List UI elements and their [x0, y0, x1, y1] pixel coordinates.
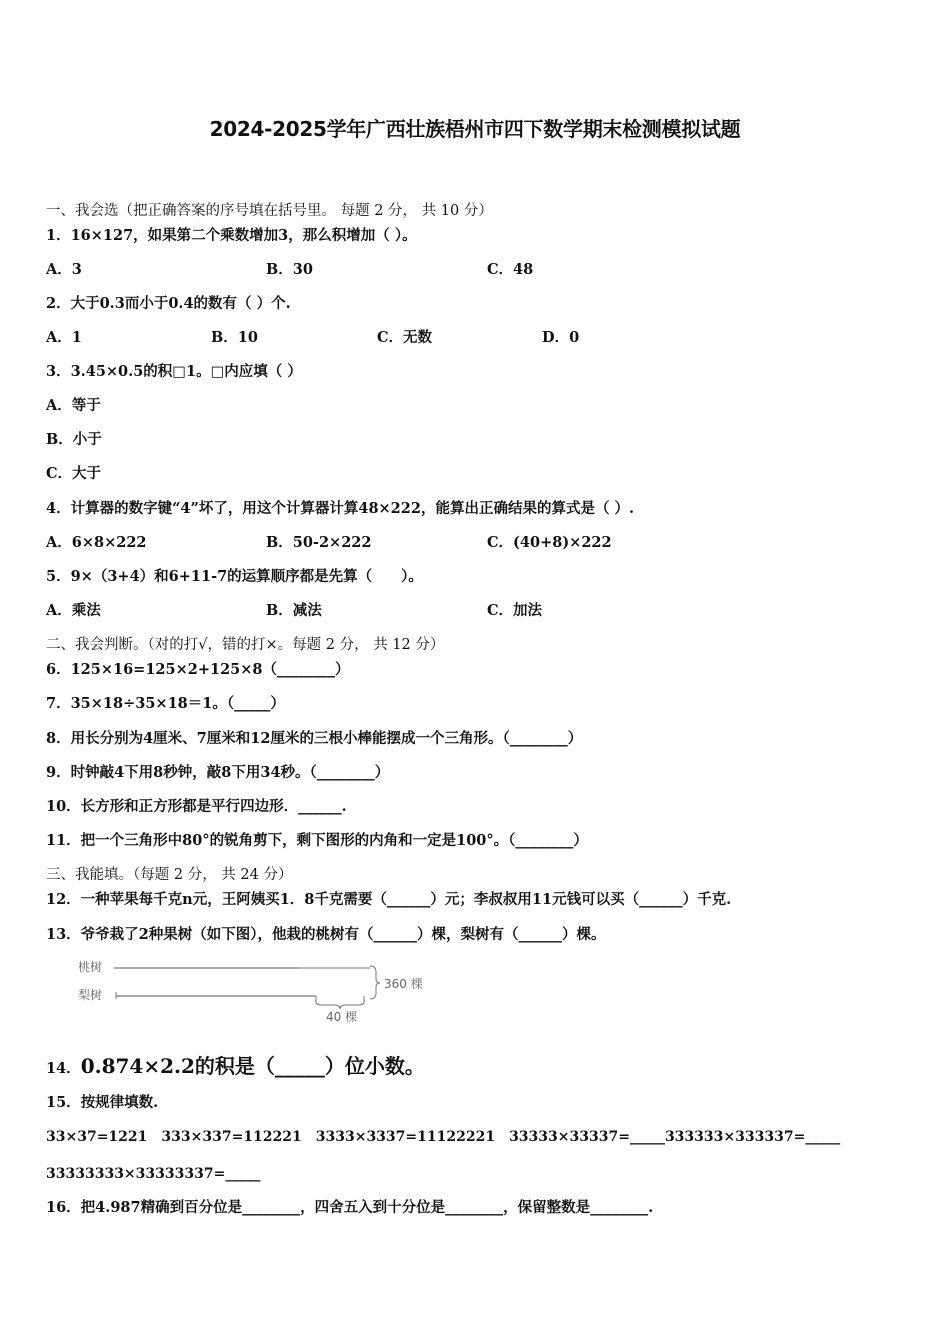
section-1-heading: 一、我会选（把正确答案的序号填在括号里。 每题 2 分， 共 10 分）: [46, 203, 493, 219]
question-8: 8．用长分别为4厘米、7厘米和12厘米的三根小棒能摆成一个三角形。（________）: [46, 730, 583, 747]
question-9: 9．时钟敲4下用8秒钟，敲8下用34秒。（________）: [46, 764, 390, 781]
q1-option-c: C．48: [487, 261, 534, 278]
q5-option-c: C．加法: [487, 602, 543, 619]
q2-option-d: D．0: [542, 329, 580, 346]
q3-option-c: C．大于: [46, 465, 102, 482]
question-4: 4．计算器的数字键“4”坏了，用这个计算器计算48×222，能算出正确结果的算式是（ ）.: [46, 500, 635, 517]
q4-option-a: A．6×8×222: [46, 534, 147, 551]
question-15-line-1: 33×37=1221 333×337=112221 3333×3337=11122221 33333×33337=_____333333×333337=_____: [46, 1129, 841, 1145]
question-6: 6．125×16=125×2+125×8（________）: [46, 661, 350, 678]
q4-option-b: B．50-2×222: [266, 534, 372, 551]
question-5: 5．9×（3+4）和6+11-7的运算顺序都是先算（ ）。: [46, 568, 423, 585]
section-2-heading: 二、我会判断。（对的打√，错的打×。每题 2 分， 共 12 分）: [46, 637, 445, 653]
diagram-label-pear: 梨树: [78, 988, 103, 1002]
total-brace: [370, 966, 380, 999]
q2-option-c: C．无数: [377, 329, 433, 346]
question-3: 3．3.45×0.5的积□1。□内应填（ ）: [46, 363, 302, 380]
diagram-label-peach: 桃树: [78, 960, 103, 974]
diagram-diff: 40 棵: [326, 1010, 358, 1024]
section-3-heading: 三、我能填。（每题 2 分， 共 24 分）: [46, 867, 293, 883]
q5-option-a: A．乘法: [46, 602, 101, 619]
q1-option-a: A．3: [46, 261, 82, 278]
diagram-total: 360 棵: [384, 977, 423, 991]
q5-option-b: B．减法: [266, 602, 322, 619]
question-15: 15．按规律填数.: [46, 1094, 159, 1111]
q2-option-a: A．1: [46, 329, 82, 346]
diff-brace: [316, 996, 364, 1009]
fruit-tree-diagram: [76, 955, 436, 1025]
question-13: 13．爷爷栽了2种果树（如下图），他栽的桃树有（______）棵，梨树有（______）棵。: [46, 926, 606, 943]
question-15-line-2: 33333333×33333337=_____: [46, 1166, 261, 1182]
q2-option-b: B．10: [211, 329, 258, 346]
question-11: 11．把一个三角形中80°的锐角剪下，剩下图形的内角和一定是100°。（________）: [46, 832, 588, 849]
question-16: 16．把4.987精确到百分位是________，四舍五入到十分位是________，保留整数是________.: [46, 1199, 654, 1216]
question-14: [46, 1053, 425, 1082]
question-7: 7．35×18÷35×18＝1。（_____）: [46, 695, 285, 712]
question-1: 1．16×127，如果第二个乘数增加3，那么积增加（ ）。: [46, 227, 417, 244]
q3-option-a: A．等于: [46, 397, 101, 414]
q4-option-c: C．(40+8)×222: [487, 534, 612, 551]
question-2: 2．大于0.3而小于0.4的数有（ ）个.: [46, 295, 291, 312]
question-12: 12．一种苹果每千克n元，王阿姨买1．8千克需要（______）元；李叔叔用11元钱可以买（______）千克.: [46, 891, 732, 908]
question-14-text: 0.874×2.2的积是（_____）位小数。: [80, 1054, 425, 1078]
question-10: 10．长方形和正方形都是平行四边形．______.: [46, 798, 347, 815]
q1-option-b: B．30: [266, 261, 313, 278]
q3-option-b: B．小于: [46, 431, 102, 448]
page-title: 2024-2025学年广西壮族梧州市四下数学期末检测模拟试题: [209, 117, 741, 141]
question-14-number: 14．: [46, 1060, 81, 1077]
